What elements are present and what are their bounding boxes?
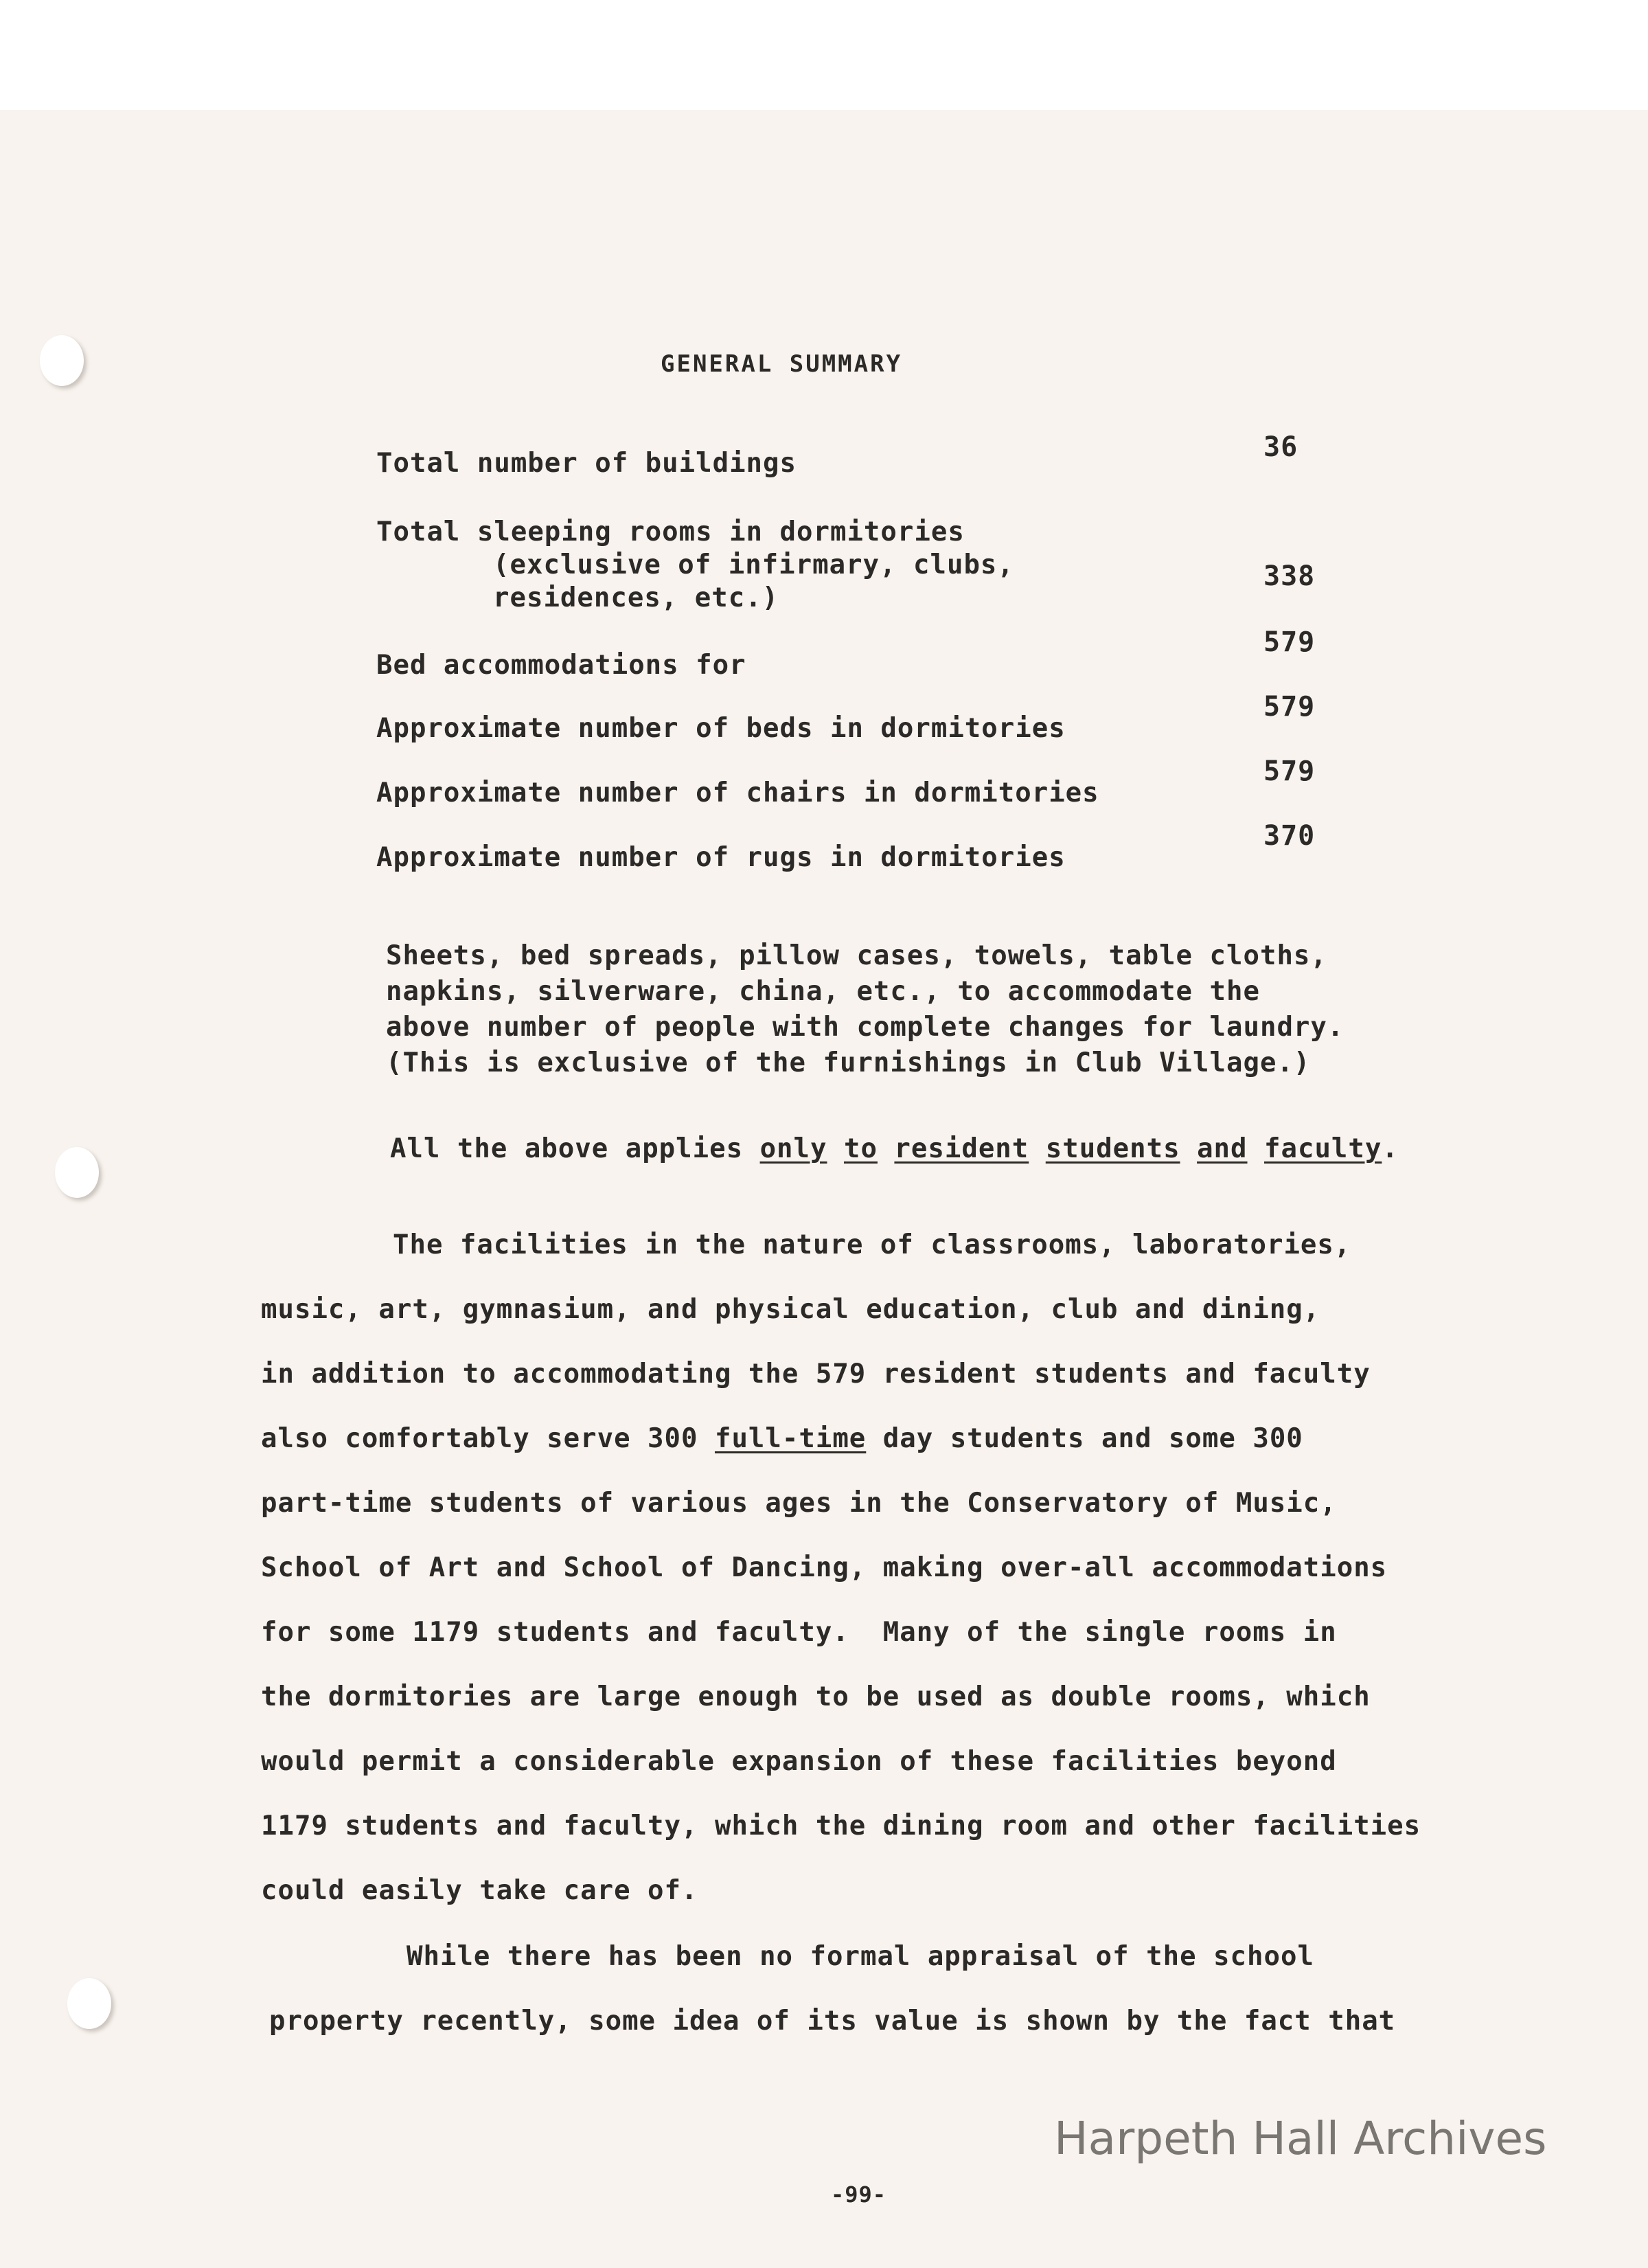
summary-label-beds: Approximate number of beds in dormitories [376, 713, 1066, 744]
body-line-1: music, art, gymnasium, and physical education, club and dining, [261, 1294, 1320, 1325]
body-line-10: property recently, some idea of its value is shown by the fact that [269, 2006, 1396, 2037]
page-title: GENERAL SUMMARY [661, 350, 903, 378]
body-line-5: for some 1179 students and faculty. Many of the single rooms in [261, 1617, 1337, 1648]
linens-line-1: Sheets, bed spreads, pillow cases, towels, table cloths, [386, 940, 1327, 971]
summary-label-sleeping-rooms: Total sleeping rooms in dormitories [376, 517, 965, 547]
binder-hole-middle [55, 1147, 99, 1198]
appraisal-first-line: While there has been no formal appraisal of the school [407, 1941, 1314, 1972]
body-line-2: in addition to accommodating the 579 resident students and faculty [261, 1359, 1371, 1390]
summary-value-bed-accommodations: 579 [1263, 626, 1316, 658]
linens-line-3: above number of people with complete changes for laundry. [386, 1012, 1344, 1043]
applies-underlined-students: students [1045, 1133, 1180, 1164]
archive-watermark: Harpeth Hall Archives [1054, 2112, 1547, 2165]
body-line-3: part-time students of various ages in the Conservatory of Music, [261, 1488, 1337, 1519]
summary-value-sleeping-rooms: 338 [1263, 560, 1316, 592]
fulltime-before: also comfortably serve 300 [261, 1423, 715, 1454]
applies-prefix: All the above applies [390, 1133, 760, 1164]
summary-label-bed-accommodations: Bed accommodations for [376, 650, 746, 681]
applies-underlined-only: only [759, 1133, 827, 1164]
applies-underlined-resident: resident [894, 1133, 1029, 1164]
page-number: -99- [831, 2181, 887, 2208]
fulltime-line [261, 1423, 1303, 1454]
binder-hole-top [40, 335, 84, 386]
body-line-9: could easily take care of. [261, 1875, 698, 1906]
summary-label-rugs: Approximate number of rugs in dormitories [376, 842, 1066, 873]
summary-label-sleeping-rooms-3: residences, etc.) [493, 582, 779, 613]
summary-value-buildings: 36 [1263, 431, 1298, 463]
applies-end: . [1382, 1133, 1399, 1164]
applies-underlined-and: and [1197, 1133, 1248, 1164]
applies-underlined-faculty: faculty [1264, 1133, 1382, 1164]
summary-label-sleeping-rooms-2: (exclusive of infirmary, clubs, [493, 549, 1014, 580]
facilities-first-line: The facilities in the nature of classrooms, laboratories, [393, 1229, 1351, 1260]
summary-value-rugs: 370 [1263, 820, 1316, 852]
linens-line-4: (This is exclusive of the furnishings in Club Village.) [386, 1047, 1311, 1078]
binder-hole-bottom [67, 1978, 111, 2029]
summary-label-chairs: Approximate number of chairs in dormitories [376, 778, 1099, 808]
fulltime-underlined: full-time [714, 1423, 867, 1454]
linens-line-2: napkins, silverware, china, etc., to accommodate the [386, 976, 1260, 1007]
summary-value-chairs: 579 [1263, 756, 1316, 787]
applies-underlined-to: to [843, 1133, 878, 1164]
applies-statement [390, 1133, 1399, 1164]
body-line-4: School of Art and School of Dancing, making over-all accommodations [261, 1552, 1388, 1583]
summary-label-buildings: Total number of buildings [376, 448, 797, 479]
body-line-6: the dormitories are large enough to be used as double rooms, which [261, 1681, 1371, 1712]
body-line-7: would permit a considerable expansion of these facilities beyond [261, 1746, 1337, 1777]
fulltime-after: day students and some 300 [866, 1423, 1303, 1454]
summary-value-beds: 579 [1263, 691, 1316, 723]
body-line-8: 1179 students and faculty, which the dining room and other facilities [261, 1811, 1421, 1841]
